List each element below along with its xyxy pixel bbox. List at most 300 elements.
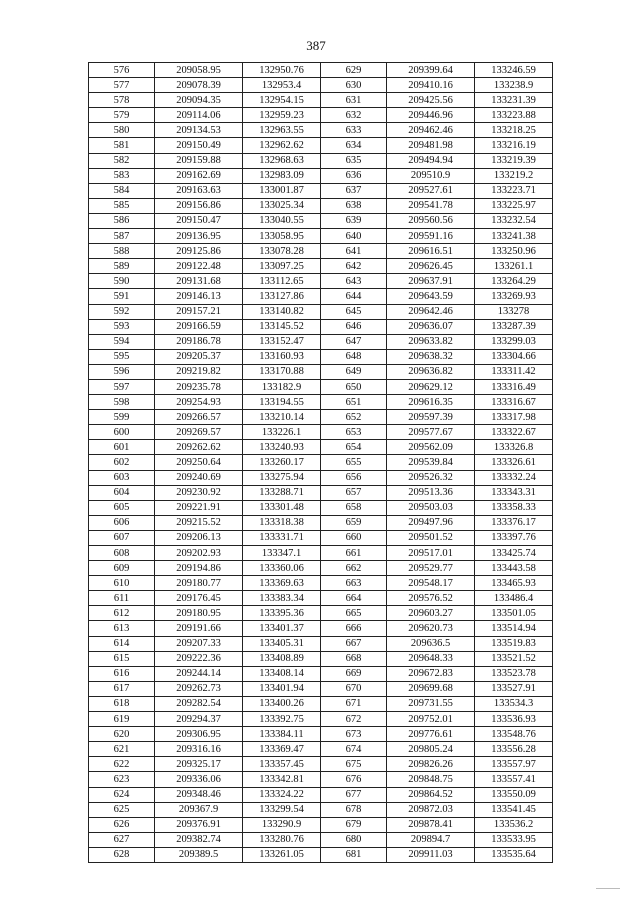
point-number-left-cell: 594 <box>89 334 155 349</box>
y-coordinate-right-cell: 133219.39 <box>475 153 553 168</box>
point-number-left-cell: 624 <box>89 787 155 802</box>
table-row <box>89 274 553 289</box>
point-number-left-cell: 611 <box>89 591 155 606</box>
y-coordinate-left-cell: 133182.9 <box>243 379 321 394</box>
x-coordinate-left-cell: 209180.95 <box>155 606 243 621</box>
x-coordinate-left-cell: 209131.68 <box>155 274 243 289</box>
point-number-right-cell: 632 <box>321 108 387 123</box>
point-number-right-cell: 654 <box>321 440 387 455</box>
x-coordinate-left-cell: 209235.78 <box>155 379 243 394</box>
y-coordinate-right-cell: 133218.25 <box>475 123 553 138</box>
point-number-left-cell: 600 <box>89 425 155 440</box>
table-row <box>89 123 553 138</box>
point-number-left-cell: 607 <box>89 530 155 545</box>
y-coordinate-right-cell: 133261.1 <box>475 259 553 274</box>
point-number-left-cell: 597 <box>89 379 155 394</box>
x-coordinate-right-cell: 209776.61 <box>387 727 475 742</box>
y-coordinate-right-cell: 133287.39 <box>475 319 553 334</box>
point-number-left-cell: 592 <box>89 304 155 319</box>
x-coordinate-left-cell: 209269.57 <box>155 425 243 440</box>
point-number-right-cell: 642 <box>321 259 387 274</box>
y-coordinate-right-cell: 133465.93 <box>475 576 553 591</box>
x-coordinate-left-cell: 209191.66 <box>155 621 243 636</box>
table-row <box>89 425 553 440</box>
y-coordinate-left-cell: 133097.25 <box>243 259 321 274</box>
x-coordinate-right-cell: 209894.7 <box>387 832 475 847</box>
y-coordinate-left-cell: 133280.76 <box>243 832 321 847</box>
point-number-left-cell: 626 <box>89 817 155 832</box>
table-row <box>89 470 553 485</box>
table-row <box>89 78 553 93</box>
x-coordinate-right-cell: 209481.98 <box>387 138 475 153</box>
x-coordinate-left-cell: 209266.57 <box>155 410 243 425</box>
point-number-left-cell: 580 <box>89 123 155 138</box>
x-coordinate-right-cell: 209620.73 <box>387 621 475 636</box>
table-row <box>89 742 553 757</box>
x-coordinate-left-cell: 209162.69 <box>155 168 243 183</box>
point-number-right-cell: 663 <box>321 576 387 591</box>
point-number-left-cell: 582 <box>89 153 155 168</box>
x-coordinate-left-cell: 209382.74 <box>155 832 243 847</box>
x-coordinate-right-cell: 209425.56 <box>387 93 475 108</box>
x-coordinate-right-cell: 209529.77 <box>387 561 475 576</box>
y-coordinate-right-cell: 133541.45 <box>475 802 553 817</box>
x-coordinate-right-cell: 209626.45 <box>387 259 475 274</box>
y-coordinate-left-cell: 133392.75 <box>243 712 321 727</box>
point-number-left-cell: 604 <box>89 485 155 500</box>
y-coordinate-left-cell: 133288.71 <box>243 485 321 500</box>
y-coordinate-right-cell: 133316.67 <box>475 395 553 410</box>
y-coordinate-left-cell: 133383.34 <box>243 591 321 606</box>
table-row <box>89 561 553 576</box>
y-coordinate-right-cell: 133317.98 <box>475 410 553 425</box>
x-coordinate-left-cell: 209176.45 <box>155 591 243 606</box>
point-number-right-cell: 648 <box>321 349 387 364</box>
y-coordinate-right-cell: 133550.09 <box>475 787 553 802</box>
x-coordinate-right-cell: 209636.07 <box>387 319 475 334</box>
x-coordinate-right-cell: 209636.82 <box>387 364 475 379</box>
y-coordinate-left-cell: 133160.93 <box>243 349 321 364</box>
page-number: 387 <box>306 38 326 53</box>
x-coordinate-left-cell: 209163.63 <box>155 183 243 198</box>
y-coordinate-left-cell: 133324.22 <box>243 787 321 802</box>
y-coordinate-right-cell: 133246.59 <box>475 63 553 78</box>
y-coordinate-right-cell: 133232.54 <box>475 213 553 228</box>
point-number-left-cell: 616 <box>89 666 155 681</box>
point-number-left-cell: 588 <box>89 244 155 259</box>
x-coordinate-left-cell: 209254.93 <box>155 395 243 410</box>
y-coordinate-left-cell: 132968.63 <box>243 153 321 168</box>
table-row <box>89 440 553 455</box>
point-number-right-cell: 669 <box>321 666 387 681</box>
x-coordinate-left-cell: 209180.77 <box>155 576 243 591</box>
y-coordinate-right-cell: 133443.58 <box>475 561 553 576</box>
point-number-left-cell: 614 <box>89 636 155 651</box>
y-coordinate-right-cell: 133534.3 <box>475 696 553 711</box>
y-coordinate-left-cell: 132962.62 <box>243 138 321 153</box>
table-row <box>89 259 553 274</box>
point-number-left-cell: 602 <box>89 455 155 470</box>
y-coordinate-left-cell: 133369.47 <box>243 742 321 757</box>
y-coordinate-right-cell: 133521.52 <box>475 651 553 666</box>
point-number-left-cell: 615 <box>89 651 155 666</box>
point-number-left-cell: 605 <box>89 500 155 515</box>
x-coordinate-right-cell: 209633.82 <box>387 334 475 349</box>
x-coordinate-right-cell: 209527.61 <box>387 183 475 198</box>
x-coordinate-left-cell: 209222.36 <box>155 651 243 666</box>
table-row <box>89 636 553 651</box>
point-number-left-cell: 613 <box>89 621 155 636</box>
point-number-left-cell: 606 <box>89 515 155 530</box>
x-coordinate-right-cell: 209878.41 <box>387 817 475 832</box>
x-coordinate-right-cell: 209826.26 <box>387 757 475 772</box>
point-number-right-cell: 646 <box>321 319 387 334</box>
point-number-right-cell: 665 <box>321 606 387 621</box>
x-coordinate-right-cell: 209517.01 <box>387 546 475 561</box>
table-row <box>89 304 553 319</box>
x-coordinate-right-cell: 209848.75 <box>387 772 475 787</box>
point-number-right-cell: 674 <box>321 742 387 757</box>
y-coordinate-left-cell: 133145.52 <box>243 319 321 334</box>
y-coordinate-right-cell: 133223.71 <box>475 183 553 198</box>
y-coordinate-right-cell: 133269.93 <box>475 289 553 304</box>
table-row <box>89 183 553 198</box>
point-number-left-cell: 589 <box>89 259 155 274</box>
x-coordinate-left-cell: 209150.49 <box>155 138 243 153</box>
y-coordinate-left-cell: 133357.45 <box>243 757 321 772</box>
table-row <box>89 681 553 696</box>
point-number-right-cell: 651 <box>321 395 387 410</box>
point-number-right-cell: 637 <box>321 183 387 198</box>
table-row <box>89 787 553 802</box>
table-row <box>89 319 553 334</box>
table-row <box>89 334 553 349</box>
table-row <box>89 530 553 545</box>
point-number-left-cell: 610 <box>89 576 155 591</box>
x-coordinate-left-cell: 209376.91 <box>155 817 243 832</box>
y-coordinate-left-cell: 133112.65 <box>243 274 321 289</box>
x-coordinate-left-cell: 209336.06 <box>155 772 243 787</box>
table-row <box>89 515 553 530</box>
point-number-left-cell: 608 <box>89 546 155 561</box>
table-row <box>89 410 553 425</box>
table-row <box>89 847 553 862</box>
x-coordinate-left-cell: 209202.93 <box>155 546 243 561</box>
y-coordinate-left-cell: 133301.48 <box>243 500 321 515</box>
x-coordinate-right-cell: 209410.16 <box>387 78 475 93</box>
x-coordinate-right-cell: 209494.94 <box>387 153 475 168</box>
y-coordinate-right-cell: 133514.94 <box>475 621 553 636</box>
x-coordinate-left-cell: 209325.17 <box>155 757 243 772</box>
table-row <box>89 198 553 213</box>
y-coordinate-right-cell: 133527.91 <box>475 681 553 696</box>
table-row <box>89 606 553 621</box>
y-coordinate-left-cell: 133025.34 <box>243 198 321 213</box>
y-coordinate-right-cell: 133557.41 <box>475 772 553 787</box>
point-number-left-cell: 627 <box>89 832 155 847</box>
point-number-left-cell: 609 <box>89 561 155 576</box>
y-coordinate-right-cell: 133536.93 <box>475 712 553 727</box>
y-coordinate-left-cell: 133040.55 <box>243 213 321 228</box>
x-coordinate-left-cell: 209215.52 <box>155 515 243 530</box>
x-coordinate-right-cell: 209591.16 <box>387 229 475 244</box>
point-number-right-cell: 672 <box>321 712 387 727</box>
y-coordinate-left-cell: 132953.4 <box>243 78 321 93</box>
point-number-left-cell: 625 <box>89 802 155 817</box>
x-coordinate-left-cell: 209244.14 <box>155 666 243 681</box>
point-number-right-cell: 673 <box>321 727 387 742</box>
point-number-right-cell: 679 <box>321 817 387 832</box>
x-coordinate-right-cell: 209526.32 <box>387 470 475 485</box>
point-number-left-cell: 601 <box>89 440 155 455</box>
point-number-right-cell: 653 <box>321 425 387 440</box>
table-row <box>89 802 553 817</box>
point-number-left-cell: 591 <box>89 289 155 304</box>
table-row <box>89 712 553 727</box>
point-number-right-cell: 638 <box>321 198 387 213</box>
table-row <box>89 546 553 561</box>
point-number-left-cell: 584 <box>89 183 155 198</box>
point-number-right-cell: 639 <box>321 213 387 228</box>
table-row <box>89 395 553 410</box>
x-coordinate-right-cell: 209643.59 <box>387 289 475 304</box>
y-coordinate-right-cell: 133486.4 <box>475 591 553 606</box>
y-coordinate-left-cell: 132959.23 <box>243 108 321 123</box>
table-row <box>89 485 553 500</box>
x-coordinate-left-cell: 209078.39 <box>155 78 243 93</box>
x-coordinate-left-cell: 209156.86 <box>155 198 243 213</box>
x-coordinate-right-cell: 209629.12 <box>387 379 475 394</box>
table-row <box>89 651 553 666</box>
table-row <box>89 621 553 636</box>
x-coordinate-right-cell: 209616.51 <box>387 244 475 259</box>
point-number-left-cell: 593 <box>89 319 155 334</box>
x-coordinate-right-cell: 209672.83 <box>387 666 475 681</box>
point-number-right-cell: 641 <box>321 244 387 259</box>
point-number-right-cell: 656 <box>321 470 387 485</box>
point-number-left-cell: 595 <box>89 349 155 364</box>
y-coordinate-left-cell: 133384.11 <box>243 727 321 742</box>
point-number-right-cell: 645 <box>321 304 387 319</box>
y-coordinate-left-cell: 133261.05 <box>243 847 321 862</box>
table-row <box>89 696 553 711</box>
y-coordinate-left-cell: 133226.1 <box>243 425 321 440</box>
point-number-right-cell: 658 <box>321 500 387 515</box>
x-coordinate-left-cell: 209159.88 <box>155 153 243 168</box>
y-coordinate-right-cell: 133533.95 <box>475 832 553 847</box>
point-number-left-cell: 619 <box>89 712 155 727</box>
table-row <box>89 757 553 772</box>
x-coordinate-right-cell: 209636.5 <box>387 636 475 651</box>
point-number-right-cell: 680 <box>321 832 387 847</box>
x-coordinate-left-cell: 209136.95 <box>155 229 243 244</box>
point-number-right-cell: 677 <box>321 787 387 802</box>
y-coordinate-left-cell: 132963.55 <box>243 123 321 138</box>
table-row <box>89 108 553 123</box>
x-coordinate-left-cell: 209146.13 <box>155 289 243 304</box>
y-coordinate-left-cell: 133152.47 <box>243 334 321 349</box>
x-coordinate-left-cell: 209157.21 <box>155 304 243 319</box>
point-number-right-cell: 664 <box>321 591 387 606</box>
y-coordinate-right-cell: 133264.29 <box>475 274 553 289</box>
point-number-right-cell: 681 <box>321 847 387 862</box>
table-row <box>89 576 553 591</box>
y-coordinate-right-cell: 133219.2 <box>475 168 553 183</box>
x-coordinate-right-cell: 209638.32 <box>387 349 475 364</box>
point-number-right-cell: 636 <box>321 168 387 183</box>
point-number-left-cell: 620 <box>89 727 155 742</box>
table-row <box>89 455 553 470</box>
x-coordinate-right-cell: 209399.64 <box>387 63 475 78</box>
x-coordinate-left-cell: 209114.06 <box>155 108 243 123</box>
point-number-left-cell: 598 <box>89 395 155 410</box>
point-number-right-cell: 647 <box>321 334 387 349</box>
x-coordinate-right-cell: 209648.33 <box>387 651 475 666</box>
y-coordinate-right-cell: 133299.03 <box>475 334 553 349</box>
x-coordinate-right-cell: 209637.91 <box>387 274 475 289</box>
x-coordinate-right-cell: 209497.96 <box>387 515 475 530</box>
table-row <box>89 138 553 153</box>
y-coordinate-right-cell: 133326.8 <box>475 440 553 455</box>
x-coordinate-right-cell: 209911.03 <box>387 847 475 862</box>
point-number-left-cell: 612 <box>89 606 155 621</box>
point-number-right-cell: 649 <box>321 364 387 379</box>
y-coordinate-right-cell: 133326.61 <box>475 455 553 470</box>
y-coordinate-left-cell: 133275.94 <box>243 470 321 485</box>
table-row <box>89 591 553 606</box>
y-coordinate-right-cell: 133322.67 <box>475 425 553 440</box>
x-coordinate-right-cell: 209562.09 <box>387 440 475 455</box>
x-coordinate-left-cell: 209058.95 <box>155 63 243 78</box>
point-number-right-cell: 652 <box>321 410 387 425</box>
point-number-left-cell: 596 <box>89 364 155 379</box>
x-coordinate-right-cell: 209513.36 <box>387 485 475 500</box>
table-row <box>89 666 553 681</box>
x-coordinate-right-cell: 209560.56 <box>387 213 475 228</box>
point-number-right-cell: 629 <box>321 63 387 78</box>
point-number-left-cell: 590 <box>89 274 155 289</box>
y-coordinate-right-cell: 133223.88 <box>475 108 553 123</box>
y-coordinate-left-cell: 132983.09 <box>243 168 321 183</box>
x-coordinate-left-cell: 209194.86 <box>155 561 243 576</box>
y-coordinate-right-cell: 133548.76 <box>475 727 553 742</box>
x-coordinate-right-cell: 209872.03 <box>387 802 475 817</box>
y-coordinate-left-cell: 133408.14 <box>243 666 321 681</box>
point-number-right-cell: 631 <box>321 93 387 108</box>
x-coordinate-right-cell: 209699.68 <box>387 681 475 696</box>
y-coordinate-left-cell: 132950.76 <box>243 63 321 78</box>
table-row <box>89 817 553 832</box>
point-number-right-cell: 660 <box>321 530 387 545</box>
table-row <box>89 153 553 168</box>
point-number-right-cell: 630 <box>321 78 387 93</box>
y-coordinate-left-cell: 133347.1 <box>243 546 321 561</box>
y-coordinate-right-cell: 133241.38 <box>475 229 553 244</box>
y-coordinate-right-cell: 133397.76 <box>475 530 553 545</box>
point-number-right-cell: 676 <box>321 772 387 787</box>
point-number-right-cell: 678 <box>321 802 387 817</box>
point-number-left-cell: 618 <box>89 696 155 711</box>
table-row <box>89 168 553 183</box>
x-coordinate-left-cell: 209262.62 <box>155 440 243 455</box>
point-number-right-cell: 635 <box>321 153 387 168</box>
point-number-right-cell: 659 <box>321 515 387 530</box>
point-number-left-cell: 585 <box>89 198 155 213</box>
point-number-right-cell: 634 <box>321 138 387 153</box>
point-number-left-cell: 599 <box>89 410 155 425</box>
point-number-right-cell: 670 <box>321 681 387 696</box>
table-row <box>89 349 553 364</box>
y-coordinate-right-cell: 133225.97 <box>475 198 553 213</box>
y-coordinate-left-cell: 133405.31 <box>243 636 321 651</box>
point-number-left-cell: 628 <box>89 847 155 862</box>
y-coordinate-left-cell: 133290.9 <box>243 817 321 832</box>
x-coordinate-left-cell: 209221.91 <box>155 500 243 515</box>
y-coordinate-left-cell: 133210.14 <box>243 410 321 425</box>
point-number-left-cell: 583 <box>89 168 155 183</box>
x-coordinate-right-cell: 209577.67 <box>387 425 475 440</box>
y-coordinate-right-cell: 133250.96 <box>475 244 553 259</box>
y-coordinate-right-cell: 133501.05 <box>475 606 553 621</box>
x-coordinate-left-cell: 209150.47 <box>155 213 243 228</box>
y-coordinate-right-cell: 133332.24 <box>475 470 553 485</box>
x-coordinate-right-cell: 209539.84 <box>387 455 475 470</box>
x-coordinate-left-cell: 209316.16 <box>155 742 243 757</box>
point-number-right-cell: 633 <box>321 123 387 138</box>
x-coordinate-right-cell: 209864.52 <box>387 787 475 802</box>
coordinate-table-body <box>89 63 553 863</box>
coordinate-table <box>88 62 553 863</box>
point-number-left-cell: 621 <box>89 742 155 757</box>
x-coordinate-right-cell: 209642.46 <box>387 304 475 319</box>
y-coordinate-left-cell: 133400.26 <box>243 696 321 711</box>
x-coordinate-left-cell: 209122.48 <box>155 259 243 274</box>
x-coordinate-right-cell: 209805.24 <box>387 742 475 757</box>
x-coordinate-right-cell: 209462.46 <box>387 123 475 138</box>
x-coordinate-left-cell: 209219.82 <box>155 364 243 379</box>
y-coordinate-left-cell: 132954.15 <box>243 93 321 108</box>
point-number-left-cell: 603 <box>89 470 155 485</box>
x-coordinate-right-cell: 209541.78 <box>387 198 475 213</box>
point-number-right-cell: 675 <box>321 757 387 772</box>
point-number-right-cell: 666 <box>321 621 387 636</box>
y-coordinate-right-cell: 133216.19 <box>475 138 553 153</box>
scan-mark <box>596 888 620 889</box>
point-number-left-cell: 587 <box>89 229 155 244</box>
y-coordinate-right-cell: 133231.39 <box>475 93 553 108</box>
y-coordinate-right-cell: 133519.83 <box>475 636 553 651</box>
x-coordinate-left-cell: 209250.64 <box>155 455 243 470</box>
x-coordinate-left-cell: 209094.35 <box>155 93 243 108</box>
x-coordinate-left-cell: 209389.5 <box>155 847 243 862</box>
y-coordinate-right-cell: 133358.33 <box>475 500 553 515</box>
y-coordinate-left-cell: 133240.93 <box>243 440 321 455</box>
x-coordinate-right-cell: 209548.17 <box>387 576 475 591</box>
y-coordinate-left-cell: 133299.54 <box>243 802 321 817</box>
y-coordinate-right-cell: 133376.17 <box>475 515 553 530</box>
y-coordinate-right-cell: 133304.66 <box>475 349 553 364</box>
point-number-left-cell: 581 <box>89 138 155 153</box>
point-number-left-cell: 576 <box>89 63 155 78</box>
table-row <box>89 213 553 228</box>
x-coordinate-right-cell: 209603.27 <box>387 606 475 621</box>
x-coordinate-left-cell: 209367.9 <box>155 802 243 817</box>
x-coordinate-right-cell: 209503.03 <box>387 500 475 515</box>
y-coordinate-left-cell: 133140.82 <box>243 304 321 319</box>
y-coordinate-right-cell: 133535.64 <box>475 847 553 862</box>
y-coordinate-left-cell: 133401.37 <box>243 621 321 636</box>
table-row <box>89 244 553 259</box>
